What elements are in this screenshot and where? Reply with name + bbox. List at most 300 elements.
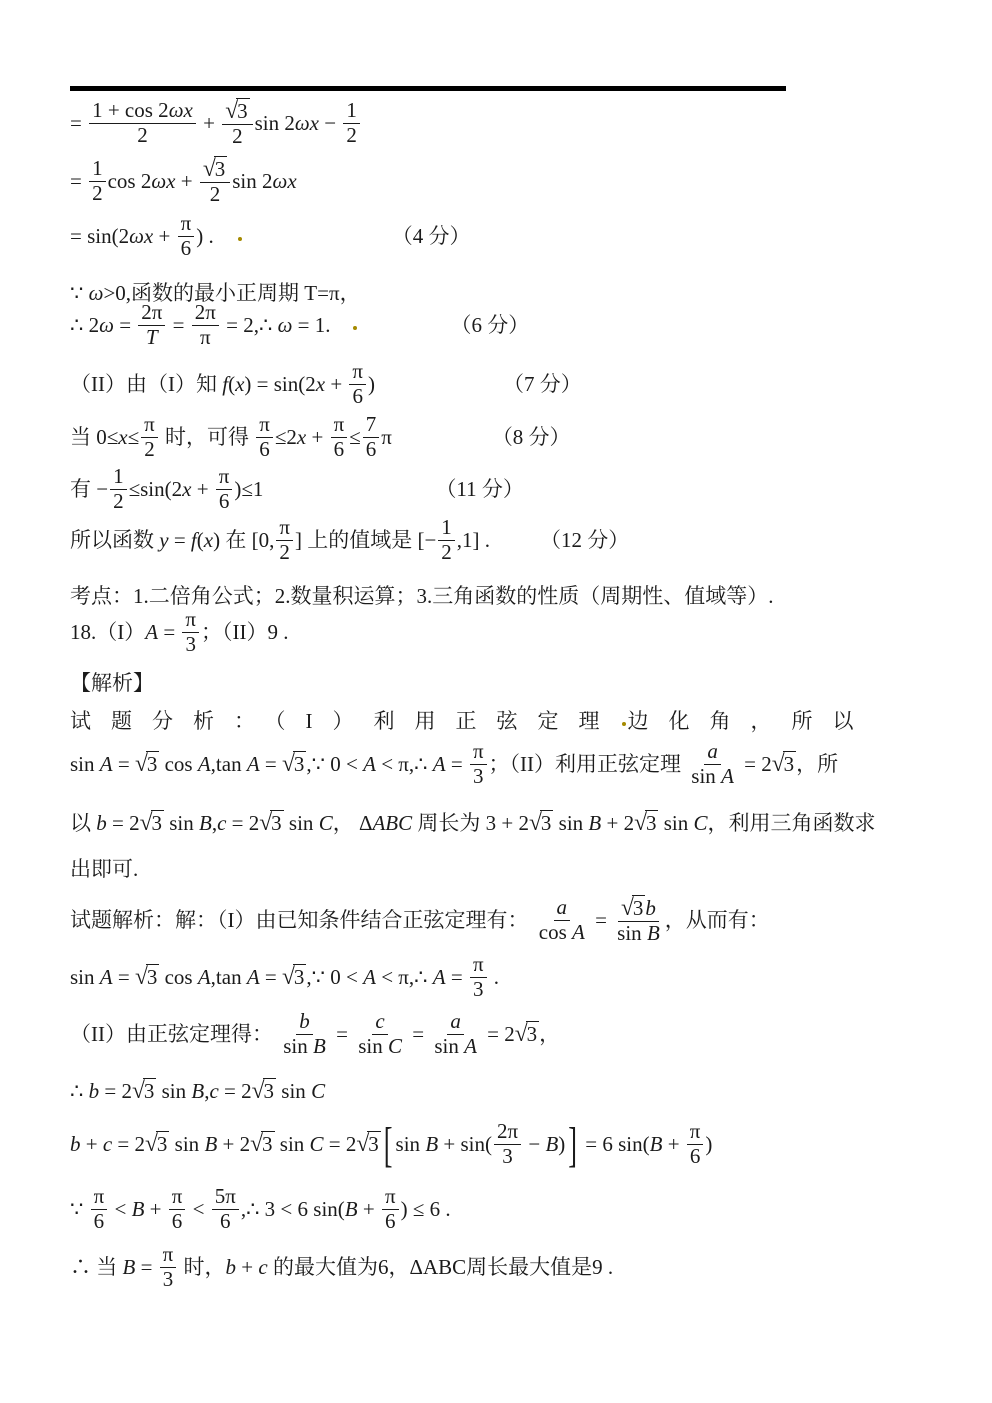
math-text: = <box>445 751 468 776</box>
math-text: ,∵ 0 < <box>306 964 364 989</box>
math-variable: B <box>199 811 212 835</box>
fraction <box>89 157 106 205</box>
math-text: 2 <box>209 182 221 207</box>
spacer <box>375 390 503 391</box>
square-root <box>203 156 227 182</box>
math-variable: A <box>432 751 446 776</box>
math-text: + <box>80 1131 103 1156</box>
math-text: 6 <box>385 1208 396 1233</box>
fraction <box>222 98 252 149</box>
math-text: + <box>191 476 214 501</box>
math-text: sin <box>283 811 319 835</box>
big-bracket: [ <box>383 1118 393 1172</box>
math-text: ∴ 2 <box>70 312 100 337</box>
math-variable: B <box>131 1196 145 1221</box>
math-text: π <box>689 1119 701 1143</box>
math-text: ∵ <box>70 281 89 305</box>
math-variable: b <box>88 1079 100 1103</box>
math-text: π <box>472 952 484 976</box>
square-root <box>356 1131 380 1157</box>
math-text: 7 <box>365 412 377 436</box>
math-text: + <box>153 223 176 248</box>
spacer <box>244 242 392 243</box>
math-text: ,tan <box>210 751 247 776</box>
math-variable: ABC <box>372 811 413 835</box>
math-text: + <box>236 1254 259 1279</box>
header-rule <box>70 86 786 91</box>
math-text: π <box>180 211 192 235</box>
math-text: ∵ <box>70 1196 89 1221</box>
fraction <box>169 1185 186 1233</box>
math-text: ， <box>539 1021 561 1046</box>
math-text: sin <box>658 811 694 835</box>
math-text: ；（II）9 . <box>201 619 289 644</box>
math-text: 时，可得 <box>159 424 255 449</box>
math-text: 3 <box>502 1143 513 1168</box>
math-text: 2 <box>92 180 103 205</box>
math-variable: C <box>311 1079 326 1103</box>
math-variable: A <box>145 619 159 644</box>
math-text: ] 上的值域是 [− <box>294 527 437 552</box>
math-text: （12 分） <box>540 527 630 552</box>
fraction <box>178 212 195 260</box>
math-text: 当 0≤ <box>70 424 119 449</box>
math-text: cos <box>159 751 198 776</box>
math-text: 1 <box>346 98 357 123</box>
math-text: sin 2 <box>232 169 273 194</box>
math-text: 5π <box>214 1184 236 1208</box>
solution-part2-sine-rule <box>70 1009 561 1060</box>
math-text: 3 <box>293 964 305 989</box>
math-text: sin 2 <box>254 111 295 136</box>
math-text: 2 <box>137 122 148 147</box>
math-text: sin <box>70 751 100 776</box>
math-text: sin <box>691 763 722 788</box>
radical-icon: √ <box>139 810 153 836</box>
math-text: 有 − <box>70 476 109 501</box>
math-variable: B <box>425 1131 439 1156</box>
math-text: = 2 <box>481 1021 515 1046</box>
math-variable: x <box>118 424 128 449</box>
math-variable: b <box>645 896 656 920</box>
radical-icon: √ <box>202 156 216 182</box>
math-text: 周长为 3 + 2 <box>412 811 529 835</box>
math-variable: ωx <box>129 223 154 248</box>
math-variable: c <box>209 1079 219 1103</box>
fraction <box>363 413 380 461</box>
spacer <box>392 443 492 444</box>
math-text: sin <box>434 1033 465 1058</box>
math-text: （4 分） <box>391 223 471 248</box>
math-text: 2 <box>232 124 243 149</box>
math-text: sin <box>156 1079 192 1103</box>
math-text: = <box>70 169 88 194</box>
math-variable: B <box>204 1131 218 1156</box>
math-variable: a <box>556 895 568 920</box>
math-text: < <box>187 1196 210 1221</box>
math-text: 3 <box>632 896 644 920</box>
math-text: = <box>259 964 282 989</box>
math-text: ( <box>196 527 204 552</box>
math-text: ；（II）利用正弦定理 <box>488 751 687 776</box>
square-root <box>282 964 306 990</box>
solution-part1-result <box>70 952 500 1003</box>
math-variable: ω <box>88 281 104 305</box>
math-text: ≤ <box>349 424 361 449</box>
analysis-step-1 <box>70 739 839 790</box>
radical-icon: √ <box>634 810 647 836</box>
math-text: 2 <box>144 436 155 461</box>
math-text: cos <box>538 919 572 944</box>
math-text: = <box>406 1021 430 1046</box>
math-variable: A <box>721 763 734 788</box>
math-text: 3 <box>271 811 282 835</box>
math-text: 试题解析：解：（I）由已知条件结合正弦定理有： <box>70 908 534 933</box>
omega-solution <box>70 300 530 351</box>
math-variable: y <box>159 527 169 552</box>
math-text: 3 <box>214 157 226 181</box>
math-text: = <box>168 527 191 552</box>
math-variable: A <box>363 751 376 776</box>
math-text: cos <box>159 964 198 989</box>
math-variable: ω <box>99 312 114 337</box>
math-text: （8 分） <box>491 424 571 449</box>
math-text: = <box>167 312 190 337</box>
math-text: 6 <box>93 1208 105 1233</box>
math-text: = <box>135 1254 158 1279</box>
math-text: 2 <box>441 539 452 564</box>
math-variable: A <box>197 964 211 989</box>
fraction <box>110 465 127 513</box>
math-text: ≤sin(2 <box>128 476 183 501</box>
math-text: 3 <box>472 763 484 788</box>
math-text: 试题分析：（I）利用正弦定理 <box>70 709 620 733</box>
math-variable: B <box>588 811 602 835</box>
math-variable: f <box>222 371 229 396</box>
math-text: 以 <box>70 811 97 835</box>
math-variable: B <box>649 1131 663 1156</box>
math-text: ) ≤ 6 . <box>400 1196 451 1221</box>
math-text: = 2 <box>99 1079 132 1103</box>
fraction <box>470 953 487 1001</box>
fraction <box>276 516 293 564</box>
math-text: ,∴ 3 < 6 sin( <box>240 1196 345 1221</box>
math-text: 3 <box>162 1266 174 1291</box>
math-text: + 2 <box>217 1131 251 1156</box>
math-text: 2π <box>194 300 216 324</box>
fraction <box>200 156 230 207</box>
math-text: ) 在 [0, <box>213 527 275 552</box>
math-variable: ω <box>277 312 293 337</box>
fraction <box>688 740 737 788</box>
math-text: π <box>185 607 197 631</box>
analysis-step-2 <box>70 810 876 836</box>
math-text: π <box>144 412 155 436</box>
math-variable: b <box>70 1131 81 1156</box>
analysis-intro <box>70 708 874 734</box>
solution-conclusion <box>70 1242 614 1293</box>
math-variable: C <box>309 1131 324 1156</box>
math-variable: a <box>707 739 718 763</box>
math-text: π <box>333 412 345 436</box>
math-text: π <box>171 1184 183 1208</box>
math-text: . <box>488 964 500 989</box>
math-variable: T <box>146 324 158 349</box>
square-root <box>132 1078 156 1104</box>
fraction <box>216 465 233 513</box>
math-text: sin <box>617 921 647 946</box>
square-root <box>135 964 159 990</box>
math-text: （6 分） <box>450 312 530 337</box>
math-variable: b <box>299 1009 310 1033</box>
math-text: = <box>112 964 135 989</box>
math-text: 6 <box>220 1208 231 1233</box>
math-text: 时， <box>178 1254 226 1279</box>
math-variable: B <box>646 921 660 946</box>
radical-icon: √ <box>250 1130 264 1157</box>
math-text: , <box>204 1079 210 1103</box>
math-variable: ωx <box>272 169 297 194</box>
math-variable: ωx <box>294 111 320 136</box>
math-text: = 2 <box>226 811 260 835</box>
math-text: 1 <box>113 464 124 488</box>
math-text: = sin(2 <box>70 223 130 248</box>
math-text: ,∵ 0 < <box>306 751 364 776</box>
math-text: + <box>175 169 198 194</box>
math-text: 3 <box>368 1131 379 1156</box>
math-text: （7 分） <box>503 371 582 396</box>
math-text: sin <box>358 1033 388 1058</box>
square-root <box>145 1131 169 1157</box>
radical-icon: √ <box>259 810 273 836</box>
math-text: = <box>330 1021 354 1046</box>
math-text: sin <box>164 811 200 835</box>
math-text: ，所 <box>796 751 839 776</box>
stray-ink-dot <box>238 237 242 241</box>
math-text: 6 <box>180 235 192 260</box>
math-text: π <box>93 1184 105 1208</box>
math-text: + <box>306 424 329 449</box>
math-text: ) . <box>196 223 214 248</box>
fraction <box>192 301 219 349</box>
spacer <box>214 242 236 243</box>
math-text: sin <box>70 964 100 989</box>
math-variable: c <box>375 1009 385 1033</box>
math-text: 2π <box>141 300 163 324</box>
math-text: = 2 <box>738 751 772 776</box>
math-text: 3 <box>146 964 158 989</box>
math-text: + <box>357 1196 380 1221</box>
math-text: < <box>109 1196 132 1221</box>
math-variable: B <box>313 1033 326 1058</box>
math-variable: C <box>693 811 708 835</box>
math-text: ,1] . <box>456 527 491 552</box>
fraction <box>256 413 273 461</box>
math-variable: C <box>387 1033 402 1058</box>
math-text: >0,函数的最小正周期 T=π， <box>103 281 361 305</box>
fraction <box>343 99 360 147</box>
math-text: ) <box>705 1131 713 1156</box>
math-text: ，利用三角函数求 <box>707 811 876 835</box>
solution-bc-values <box>70 1078 325 1104</box>
math-text: = <box>158 619 181 644</box>
fraction <box>438 516 455 564</box>
math-text: = <box>445 964 468 989</box>
math-text: 3 <box>540 811 552 835</box>
radical-icon: √ <box>282 963 295 990</box>
math-text: ∴ <box>70 1079 89 1103</box>
math-text: 3 <box>783 751 795 776</box>
math-text: 3 <box>156 1131 168 1156</box>
fraction <box>91 1185 108 1233</box>
math-text: < π,∴ <box>375 964 433 989</box>
math-text: 3 <box>472 976 484 1001</box>
math-text: 3 <box>526 1021 538 1046</box>
radical-icon: √ <box>225 98 239 124</box>
math-text: 2 <box>113 488 124 513</box>
math-text: 3 <box>237 99 248 123</box>
math-text: cos 2 <box>107 169 152 194</box>
math-text: 【解析】 <box>70 671 154 695</box>
math-text: π <box>200 324 211 349</box>
math-variable: c <box>102 1131 113 1156</box>
square-root <box>634 810 658 836</box>
math-text: 1 <box>92 156 103 181</box>
math-text: 6 <box>259 436 270 461</box>
domain-range-step <box>70 412 571 463</box>
math-text: π <box>279 515 290 539</box>
fraction <box>355 1010 405 1058</box>
radical-icon: √ <box>528 810 542 836</box>
math-text: 2 <box>346 122 357 147</box>
square-root <box>252 1078 276 1104</box>
math-text: （II）由正弦定理得： <box>70 1021 279 1046</box>
math-variable: A <box>99 964 113 989</box>
fraction <box>141 413 158 461</box>
math-text: π <box>259 412 270 436</box>
math-text: − <box>319 111 342 136</box>
fraction <box>687 1120 704 1168</box>
math-text: 6 <box>171 1208 183 1233</box>
math-text: 3 <box>262 1131 273 1156</box>
math-text: 边化角，所以 <box>627 709 874 733</box>
fraction <box>614 895 663 946</box>
fraction <box>349 360 366 408</box>
math-text: < π,∴ <box>375 751 433 776</box>
math-text: + <box>144 1196 167 1221</box>
stray-ink-dot <box>353 326 357 330</box>
square-root <box>621 895 645 921</box>
eq-sin-form <box>70 211 471 262</box>
math-text: = 6 sin( <box>580 1131 650 1156</box>
radical-icon: √ <box>251 1078 265 1104</box>
math-text: + sin( <box>438 1131 492 1156</box>
square-root <box>529 810 553 836</box>
stray-ink-dot <box>622 722 626 726</box>
math-text: = <box>113 312 137 337</box>
radical-icon: √ <box>282 750 295 777</box>
math-text: 3 <box>151 811 162 835</box>
math-text: 2 <box>279 539 290 564</box>
square-root <box>772 751 796 777</box>
math-text: π <box>381 424 392 449</box>
math-variable: A <box>464 1033 477 1058</box>
math-text: = 2 <box>323 1131 357 1156</box>
fraction <box>382 1185 399 1233</box>
math-text: π <box>218 464 230 488</box>
spacer <box>490 546 540 547</box>
fraction <box>89 99 196 147</box>
math-text: ∴ 当 <box>70 1254 123 1279</box>
math-text: （11 分） <box>435 476 524 501</box>
eq-cos-expansion <box>70 100 362 151</box>
radical-icon: √ <box>145 1130 158 1157</box>
math-variable: c <box>258 1254 268 1279</box>
math-text: π <box>384 1184 396 1208</box>
math-text: 出即可. <box>70 857 139 881</box>
math-variable: A <box>246 751 260 776</box>
math-text: sin <box>395 1131 426 1156</box>
fraction <box>494 1120 521 1168</box>
math-variable: x <box>315 371 326 396</box>
square-root <box>282 751 306 777</box>
spacer <box>359 331 451 332</box>
math-text: = 2 <box>218 1079 252 1103</box>
math-text: = <box>70 111 88 136</box>
math-text: 6 <box>352 383 363 408</box>
math-text: = 2 <box>106 811 140 835</box>
math-variable: B <box>191 1079 205 1103</box>
value-range-conclusion <box>70 515 630 566</box>
math-text: 3 <box>263 1079 275 1103</box>
math-variable: x <box>182 476 192 501</box>
math-text: = <box>112 751 135 776</box>
math-variable: A <box>363 964 376 989</box>
analysis-step-3 <box>70 856 138 882</box>
fraction <box>138 301 165 349</box>
math-text: π <box>162 1242 174 1266</box>
math-text: sin <box>169 1131 205 1156</box>
math-text: + 2 <box>601 811 635 835</box>
math-text: 3 <box>185 631 196 656</box>
math-variable: A <box>197 751 211 776</box>
math-text: 3 <box>143 1079 155 1103</box>
math-variable: ωx <box>168 98 193 123</box>
math-text: ( <box>228 371 236 396</box>
fraction <box>212 1185 239 1233</box>
eq-simplified <box>70 158 297 209</box>
math-text: = 2,∴ <box>220 312 278 337</box>
square-root <box>250 1131 274 1157</box>
math-variable: B <box>344 1196 358 1221</box>
math-variable: ωx <box>151 169 176 194</box>
fraction <box>431 1010 480 1058</box>
math-variable: B <box>545 1131 559 1156</box>
math-text: + <box>662 1131 685 1156</box>
math-variable: f <box>190 527 197 552</box>
fraction <box>331 413 348 461</box>
math-text: ≤2 <box>274 424 297 449</box>
math-text: 6 <box>333 436 345 461</box>
exam-points <box>70 583 774 609</box>
math-text: + <box>197 111 221 136</box>
math-variable: b <box>225 1254 237 1279</box>
radical-icon: √ <box>771 750 785 777</box>
radical-icon: √ <box>514 1020 528 1047</box>
radical-icon: √ <box>134 963 148 990</box>
math-text: , <box>211 811 218 835</box>
square-root <box>515 1021 539 1047</box>
